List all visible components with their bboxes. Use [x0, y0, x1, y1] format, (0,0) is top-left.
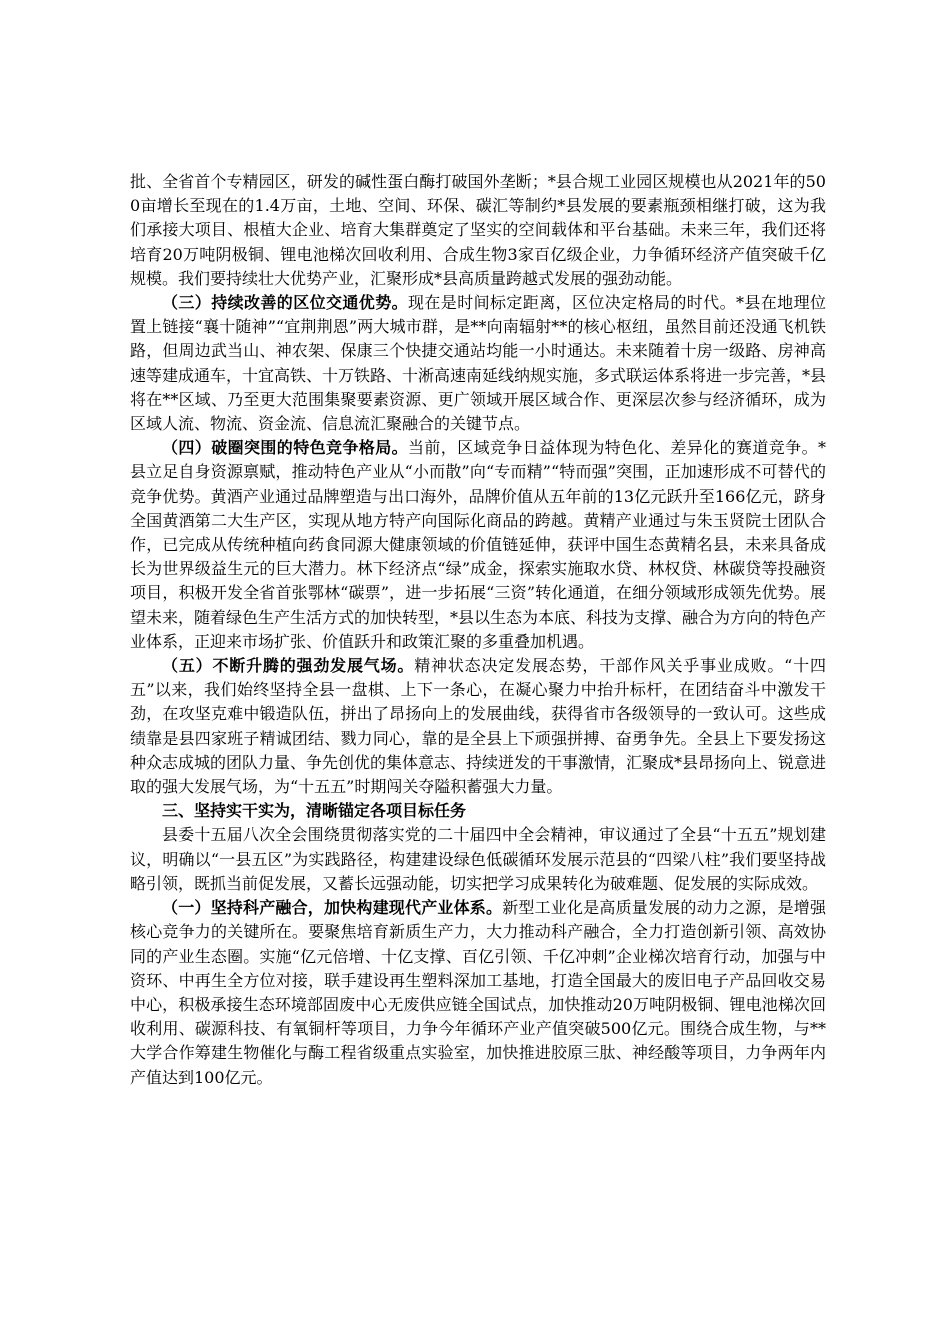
paragraph-text: 县委十五届八次全会围绕贯彻落实党的二十届四中全会精神，审议通过了全县“十五五”规划建议，明确以“一县五区”为实践路径，构建建设绿色低碳循环发展示范县的“四梁八柱”我们要坚持战略引领，既抓当前促发展，又蓄长远强动能，切实把学习成果转化为破难题、促发展的实际成效。 — [130, 825, 826, 893]
document-body — [130, 170, 826, 1090]
paragraph-text: 精神状态决定发展态势，干部作风关乎事业成败。“十四五”以来，我们始终坚持全县一盘棋、上下一条心，在凝心聚力中抬升标杆，在团结奋斗中激发干劲，在攻坚克难中锻造队伍，拼出了昂扬向上的发展曲线，获得省市各级领导的一致认可。这些成绩靠是县四家班子精诚团结、戮力同心，靠的是全县上下顽强拼搏、奋勇争先。全县上下要发扬这种众志成城的团队力量、争先创优的集体意志、持续迸发的干事激情，汇聚成*县昂扬向上、锐意进取的强大发展气场，为“十五五”时期闯关夺隘积蓄强大力量。 — [130, 656, 827, 797]
paragraph-text: 新型工业化是高质量发展的动力之源，是增强核心竞争力的关键所在。要聚焦培育新质生产力，大力推动科产融合，全力打造创新引领、高效协同的产业生态圈。实施“亿元倍增、十亿支撑、百亿引领、千亿冲刺”企业梯次培育行动，加强与中资环、中再生全方位对接，联手建设再生塑料深加工基地，打造全国最大的废旧电子产品回收交易中心，积极承接生态环境部固废中心无废供应链全国试点，加快推动20万吨阴极铜、锂电池梯次回收利用、碳源科技、有氧铜杆等项目，力争今年循环产业产值突破500亿元。围绕合成生物，与**大学合作筹建生物催化与酶工程省级重点实验室，加快推进胶原三肽、神经酸等项目，力争两年内产值达到100亿元。 — [130, 898, 826, 1087]
paragraph-plenary — [130, 823, 826, 896]
paragraph-industry — [130, 896, 826, 1090]
paragraph-location-advantage — [130, 291, 826, 436]
section-heading: （一）坚持科产融合，加快构建现代产业体系。 — [162, 898, 503, 918]
section-heading: （三）持续改善的区位交通优势。 — [162, 293, 408, 313]
section-heading: （五）不断升腾的强劲发展气场。 — [162, 656, 415, 676]
paragraph-text: 当前，区域竞争日益体现为特色化、差异化的赛道竞争。*县立足自身资源禀赋，推动特色产业从“小而散”向“专而精”“特而强”突围，正加速形成不可替代的竞争优势。黄酒产业通过品牌塑造与出口海外，品牌价值从五年前的13亿元跃升至166亿元，跻身全国黄酒第二大生产区，实现从地方特产向国际化商品的跨越。黄精产业通过与朱玉贤院士团队合作，已完成从传统种植向药食同源大健康领域的价值链延伸，获评中国生态黄精名县，未来具备成长为世界级益生元的巨大潜力。林下经济点“绿”成金，探索实施取水贷、林权贷、林碳贷等投融资项目，积极开发全省首张鄂林“碳票”，进一步拓展“三资”转化通道，在细分领域形成领先优势。展望未来，随着绿色生产生活方式的加快转型，*县以生态为本底、科技为支撑、融合为方向的特色产业体系，正迎来市场扩张、价值跃升和政策汇聚的多重叠加机遇。 — [130, 438, 827, 651]
chapter-heading — [130, 799, 826, 823]
paragraph-text: 批、全省首个专精园区，研发的碱性蛋白酶打破国外垄断；*县合规工业园区规模也从2021年的500亩增长至现在的1.4万亩，土地、空间、环保、碳汇等制约*县发展的要素瓶颈相继打破，这为我们承接大项目、根植大企业、培育大集群奠定了坚实的空间载体和平台基础。未来三年，我们还将培育20万吨阴极铜、锂电池梯次回收利用、合成生物3家百亿级企业，力争循环经济产值突破千亿规模。我们要持续壮大优势产业，汇聚形成*县高质量跨越式发展的强劲动能。 — [130, 172, 826, 288]
paragraph-text: 现在是时间标定距离，区位决定格局的时代。*县在地理位置上链接“襄十随神”“宜荆荆恩”两大城市群，是**向南辐射**的核心枢纽，虽然目前还没通飞机铁路，但周边武当山、神农架、保康三个快捷交通站均能一小时通达。未来随着十房一级路、房神高速等建成通车，十宜高铁、十万铁路、十淅高速南延线纳规实施，多式联运体系将进一步完善，*县将在**区域、乃至更大范围集聚要素资源、更广领域开展区域合作、更深层次参与经济循环，成为区域人流、物流、资金流、信息流汇聚融合的关键节点。 — [130, 293, 827, 434]
paragraph-competition — [130, 436, 826, 654]
section-heading: （四）破圈突围的特色竞争格局。 — [162, 438, 408, 458]
paragraph-momentum — [130, 654, 826, 799]
chapter-title: 三、坚持实干实为，清晰锚定各项目标任务 — [162, 801, 467, 821]
paragraph-continuation — [130, 170, 826, 291]
